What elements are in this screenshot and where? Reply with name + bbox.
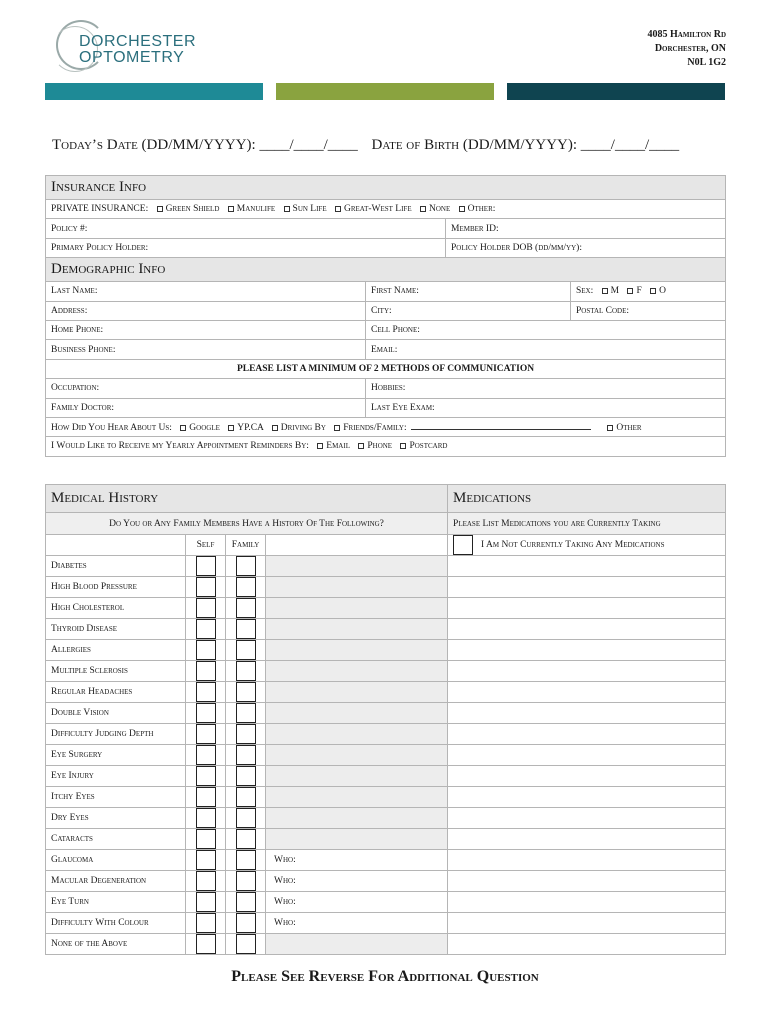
todays-date-field[interactable]: Today’s Date (DD/MM/YYYY): ____/____/____	[52, 137, 358, 153]
shaded-cell	[266, 619, 448, 640]
family-checkbox-macular-degeneration[interactable]	[236, 871, 256, 891]
referral-label: How Did You Hear About Us:	[51, 423, 172, 434]
shaded-cell	[266, 808, 448, 829]
self-cell	[186, 787, 226, 808]
condition-label-eye-surgery: Eye Surgery	[46, 745, 186, 766]
self-checkbox-regular-headaches[interactable]	[196, 682, 216, 702]
self-checkbox-itchy-eyes[interactable]	[196, 787, 216, 807]
reverse-notice: Please See Reverse For Additional Question	[231, 968, 539, 985]
medical-history-table	[45, 484, 726, 955]
shaded-cell	[266, 703, 448, 724]
family-checkbox-double-vision[interactable]	[236, 703, 256, 723]
address-line1: 4085 Hamilton Rd	[647, 29, 726, 40]
home-phone-field[interactable]: Home Phone:	[46, 320, 366, 339]
postal-code-field[interactable]: Postal Code:	[571, 301, 726, 320]
hobbies-field[interactable]: Hobbies:	[366, 379, 726, 398]
checkbox-great-west-life[interactable]	[335, 206, 341, 212]
family-cell	[226, 703, 266, 724]
medication-line[interactable]	[448, 871, 726, 892]
checkbox-friends-family[interactable]	[334, 425, 340, 431]
reminder-row	[46, 437, 726, 456]
occupation-field[interactable]: Occupation:	[46, 379, 366, 398]
condition-row	[46, 598, 726, 619]
checkbox-ypca[interactable]	[228, 425, 234, 431]
family-checkbox-difficulty-with-colour[interactable]	[236, 913, 256, 933]
sex-label: Sex:	[576, 286, 594, 297]
date-of-birth-field[interactable]: Date of Birth (DD/MM/YYYY): ____/____/____	[371, 137, 680, 153]
family-cell	[226, 850, 266, 871]
medical-history-title: Medical History	[46, 485, 448, 513]
friends-family-input[interactable]	[411, 421, 591, 430]
family-checkbox-regular-headaches[interactable]	[236, 682, 256, 702]
family-cell	[226, 913, 266, 934]
family-checkbox-eye-injury[interactable]	[236, 766, 256, 786]
self-cell	[186, 703, 226, 724]
condition-label-dry-eyes: Dry Eyes	[46, 808, 186, 829]
medication-line[interactable]	[448, 913, 726, 934]
self-cell	[186, 913, 226, 934]
option-great-west-life: Great-West Life	[343, 204, 412, 215]
self-cell	[186, 682, 226, 703]
option-sun-life: Sun Life	[292, 204, 327, 215]
policy-holder-dob-field[interactable]: Policy Holder DOB (dd/mm/yy):	[446, 238, 726, 257]
self-cell	[186, 871, 226, 892]
sex-f-label: F	[636, 286, 642, 297]
family-cell	[226, 871, 266, 892]
address-field[interactable]: Address:	[46, 301, 366, 320]
family-doctor-field[interactable]: Family Doctor:	[46, 398, 366, 417]
condition-label-eye-injury: Eye Injury	[46, 766, 186, 787]
last-eye-exam-field[interactable]: Last Eye Exam:	[366, 398, 726, 417]
family-cell	[226, 892, 266, 913]
checkbox-sex-o[interactable]	[650, 288, 656, 294]
shaded-cell	[266, 745, 448, 766]
shaded-cell	[266, 682, 448, 703]
family-cell	[226, 766, 266, 787]
condition-label-glaucoma: Glaucoma	[46, 850, 186, 871]
address-line3: N0L 1G2	[687, 57, 726, 68]
condition-label-none-of-the-above: None of the Above	[46, 934, 186, 955]
family-checkbox-eye-turn[interactable]	[236, 892, 256, 912]
private-insurance-label: PRIVATE INSURANCE:	[51, 204, 149, 215]
checkbox-reminder-postcard[interactable]	[400, 443, 406, 449]
condition-label-high-cholesterol: High Cholesterol	[46, 598, 186, 619]
shaded-cell	[266, 577, 448, 598]
family-cell	[226, 682, 266, 703]
self-checkbox-eye-surgery[interactable]	[196, 745, 216, 765]
self-checkbox-difficulty-with-colour[interactable]	[196, 913, 216, 933]
self-cell	[186, 829, 226, 850]
checkbox-none[interactable]	[420, 206, 426, 212]
condition-label-difficulty-judging-depth: Difficulty Judging Depth	[46, 724, 186, 745]
medication-line[interactable]	[448, 598, 726, 619]
condition-row	[46, 556, 726, 577]
medication-line[interactable]	[448, 703, 726, 724]
medications-question: Please List Medications you are Currently Taking	[448, 513, 726, 535]
condition-label-high-blood-pressure: High Blood Pressure	[46, 577, 186, 598]
self-checkbox-thyroid-disease[interactable]	[196, 619, 216, 639]
self-cell	[186, 850, 226, 871]
checkbox-sun-life[interactable]	[284, 206, 290, 212]
logo-text-line1: DORCHESTER	[79, 33, 197, 50]
sex-o-label: O	[659, 286, 667, 297]
self-checkbox-none-of-the-above[interactable]	[196, 934, 216, 954]
self-checkbox-high-cholesterol[interactable]	[196, 598, 216, 618]
family-column-header: Family	[226, 535, 266, 556]
family-checkbox-itchy-eyes[interactable]	[236, 787, 256, 807]
reminder-label: I Would Like to Receive my Yearly Appointment Reminders By:	[51, 441, 309, 452]
checkbox-driving-by[interactable]	[272, 425, 278, 431]
option-none: None	[428, 204, 451, 215]
checkbox-sex-m[interactable]	[602, 288, 608, 294]
shaded-cell	[266, 598, 448, 619]
option-reminder-email: Email	[326, 441, 350, 452]
medication-line[interactable]	[448, 787, 726, 808]
self-checkbox-difficulty-judging-depth[interactable]	[196, 724, 216, 744]
family-cell	[226, 724, 266, 745]
medication-line[interactable]	[448, 640, 726, 661]
insurance-section-title: Insurance Info	[46, 176, 726, 200]
primary-policy-holder-field[interactable]: Primary Policy Holder:	[46, 238, 446, 257]
medication-line[interactable]	[448, 745, 726, 766]
checkbox-sex-f[interactable]	[627, 288, 633, 294]
checkbox-other[interactable]	[459, 206, 465, 212]
header-bar-dark	[507, 83, 725, 100]
condition-label-allergies: Allergies	[46, 640, 186, 661]
family-cell	[226, 640, 266, 661]
option-friends-family: Friends/Family:	[343, 423, 407, 434]
condition-row	[46, 871, 726, 892]
family-cell	[226, 661, 266, 682]
demographic-section-title: Demographic Info	[46, 258, 726, 282]
referral-source-row	[46, 417, 726, 436]
condition-row	[46, 787, 726, 808]
self-checkbox-eye-injury[interactable]	[196, 766, 216, 786]
self-cell	[186, 556, 226, 577]
condition-row	[46, 850, 726, 871]
condition-row	[46, 619, 726, 640]
family-cell	[226, 577, 266, 598]
condition-label-regular-headaches: Regular Headaches	[46, 682, 186, 703]
condition-row	[46, 577, 726, 598]
clinic-address	[647, 28, 726, 70]
condition-row	[46, 934, 726, 955]
family-checkbox-high-cholesterol[interactable]	[236, 598, 256, 618]
not-taking-medications-row	[448, 535, 726, 556]
shaded-cell	[266, 724, 448, 745]
self-cell	[186, 808, 226, 829]
patient-info-table	[45, 175, 726, 457]
family-cell	[226, 934, 266, 955]
condition-row	[46, 661, 726, 682]
family-checkbox-glaucoma[interactable]	[236, 850, 256, 870]
condition-row	[46, 703, 726, 724]
clinic-logo	[52, 16, 197, 80]
family-checkbox-eye-surgery[interactable]	[236, 745, 256, 765]
family-cell	[226, 598, 266, 619]
condition-row	[46, 808, 726, 829]
checkbox-reminder-email[interactable]	[317, 443, 323, 449]
self-checkbox-diabetes[interactable]	[196, 556, 216, 576]
option-green-shield: Green Shield	[165, 204, 220, 215]
self-cell	[186, 619, 226, 640]
medication-line[interactable]	[448, 619, 726, 640]
medication-line[interactable]	[448, 850, 726, 871]
first-name-field[interactable]: First Name:	[366, 282, 571, 301]
condition-label-cataracts: Cataracts	[46, 829, 186, 850]
family-checkbox-dry-eyes[interactable]	[236, 808, 256, 828]
self-cell	[186, 766, 226, 787]
last-name-field[interactable]: Last Name:	[46, 282, 366, 301]
condition-row	[46, 682, 726, 703]
shaded-cell	[266, 661, 448, 682]
condition-label-double-vision: Double Vision	[46, 703, 186, 724]
condition-label-itchy-eyes: Itchy Eyes	[46, 787, 186, 808]
condition-label-macular-degeneration: Macular Degeneration	[46, 871, 186, 892]
email-field[interactable]: Email:	[366, 340, 726, 359]
condition-label-multiple-sclerosis: Multiple Sclerosis	[46, 661, 186, 682]
header-bar-green	[276, 83, 494, 100]
medication-line[interactable]	[448, 724, 726, 745]
self-cell	[186, 661, 226, 682]
medication-line[interactable]	[448, 808, 726, 829]
sex-m-label: M	[610, 286, 620, 297]
self-cell	[186, 598, 226, 619]
family-checkbox-multiple-sclerosis[interactable]	[236, 661, 256, 681]
condition-row	[46, 745, 726, 766]
family-checkbox-none-of-the-above[interactable]	[236, 934, 256, 954]
family-checkbox-cataracts[interactable]	[236, 829, 256, 849]
cell-phone-field[interactable]: Cell Phone:	[366, 320, 726, 339]
family-cell	[226, 556, 266, 577]
self-checkbox-high-blood-pressure[interactable]	[196, 577, 216, 597]
family-checkbox-thyroid-disease[interactable]	[236, 619, 256, 639]
condition-label-eye-turn: Eye Turn	[46, 892, 186, 913]
self-cell	[186, 724, 226, 745]
medication-line[interactable]	[448, 556, 726, 577]
member-id-field[interactable]: Member ID:	[446, 219, 726, 238]
self-column-header: Self	[186, 535, 226, 556]
condition-row	[46, 640, 726, 661]
family-cell	[226, 787, 266, 808]
shaded-cell	[266, 829, 448, 850]
condition-label-difficulty-with-colour: Difficulty With Colour	[46, 913, 186, 934]
self-cell	[186, 892, 226, 913]
shaded-cell	[266, 766, 448, 787]
family-checkbox-allergies[interactable]	[236, 640, 256, 660]
family-cell	[226, 745, 266, 766]
condition-label-thyroid-disease: Thyroid Disease	[46, 619, 186, 640]
condition-label-diabetes: Diabetes	[46, 556, 186, 577]
who-field-glaucoma[interactable]: Who:	[266, 850, 448, 871]
checkbox-manulife[interactable]	[228, 206, 234, 212]
who-field-difficulty-with-colour[interactable]: Who:	[266, 913, 448, 934]
option-reminder-postcard: Postcard	[409, 441, 448, 452]
condition-row	[46, 913, 726, 934]
header-bar-teal	[45, 83, 263, 100]
medical-history-question: Do You or Any Family Members Have a History Of The Following?	[46, 513, 448, 535]
checkbox-green-shield[interactable]	[157, 206, 163, 212]
option-ypca: YP.CA	[237, 423, 264, 434]
family-cell	[226, 619, 266, 640]
self-checkbox-glaucoma[interactable]	[196, 850, 216, 870]
condition-row	[46, 724, 726, 745]
date-fields	[52, 137, 722, 154]
medication-line[interactable]	[448, 829, 726, 850]
self-checkbox-macular-degeneration[interactable]	[196, 871, 216, 891]
not-taking-medications-checkbox[interactable]	[453, 535, 473, 555]
shaded-cell	[266, 556, 448, 577]
self-cell	[186, 640, 226, 661]
medication-line[interactable]	[448, 682, 726, 703]
option-google: Google	[189, 423, 220, 434]
conditions-list	[46, 556, 726, 955]
sex-field[interactable]	[571, 282, 726, 301]
who-field-macular-degeneration[interactable]: Who:	[266, 871, 448, 892]
self-cell	[186, 577, 226, 598]
private-insurance-row	[46, 200, 726, 219]
option-manulife: Manulife	[236, 204, 276, 215]
self-checkbox-multiple-sclerosis[interactable]	[196, 661, 216, 681]
who-field-eye-turn[interactable]: Who:	[266, 892, 448, 913]
self-cell	[186, 934, 226, 955]
shaded-cell	[266, 787, 448, 808]
communication-notice: PLEASE LIST A MINIMUM OF 2 METHODS OF COMMUNICATION	[46, 359, 726, 378]
condition-row	[46, 766, 726, 787]
medication-line[interactable]	[448, 661, 726, 682]
condition-row	[46, 829, 726, 850]
shaded-cell	[266, 934, 448, 955]
self-checkbox-allergies[interactable]	[196, 640, 216, 660]
self-checkbox-dry-eyes[interactable]	[196, 808, 216, 828]
medication-line[interactable]	[448, 577, 726, 598]
medication-line[interactable]	[448, 766, 726, 787]
shaded-cell	[266, 640, 448, 661]
medication-line[interactable]	[448, 934, 726, 955]
logo-text-line2: OPTOMETRY	[79, 49, 185, 66]
self-checkbox-eye-turn[interactable]	[196, 892, 216, 912]
condition-row	[46, 892, 726, 913]
family-checkbox-diabetes[interactable]	[236, 556, 256, 576]
checkbox-reminder-phone[interactable]	[358, 443, 364, 449]
family-checkbox-difficulty-judging-depth[interactable]	[236, 724, 256, 744]
option-driving-by: Driving By	[280, 423, 326, 434]
family-cell	[226, 829, 266, 850]
family-checkbox-high-blood-pressure[interactable]	[236, 577, 256, 597]
family-cell	[226, 808, 266, 829]
self-cell	[186, 745, 226, 766]
who-header-blank	[266, 535, 448, 556]
business-phone-field[interactable]: Business Phone:	[46, 340, 366, 359]
medications-title: Medications	[448, 485, 726, 513]
medication-line[interactable]	[448, 892, 726, 913]
self-checkbox-double-vision[interactable]	[196, 703, 216, 723]
address-line2: Dorchester, ON	[654, 43, 726, 54]
city-field[interactable]: City:	[366, 301, 571, 320]
option-other: Other:	[467, 204, 496, 215]
checkbox-referral-other[interactable]	[607, 425, 613, 431]
option-referral-other: Other	[616, 423, 642, 434]
option-reminder-phone: Phone	[367, 441, 393, 452]
policy-number-field[interactable]: Policy #:	[46, 219, 446, 238]
conditions-header-blank	[46, 535, 186, 556]
checkbox-google[interactable]	[180, 425, 186, 431]
self-checkbox-cataracts[interactable]	[196, 829, 216, 849]
not-taking-medications-label: I Am Not Currently Taking Any Medications	[481, 540, 665, 551]
